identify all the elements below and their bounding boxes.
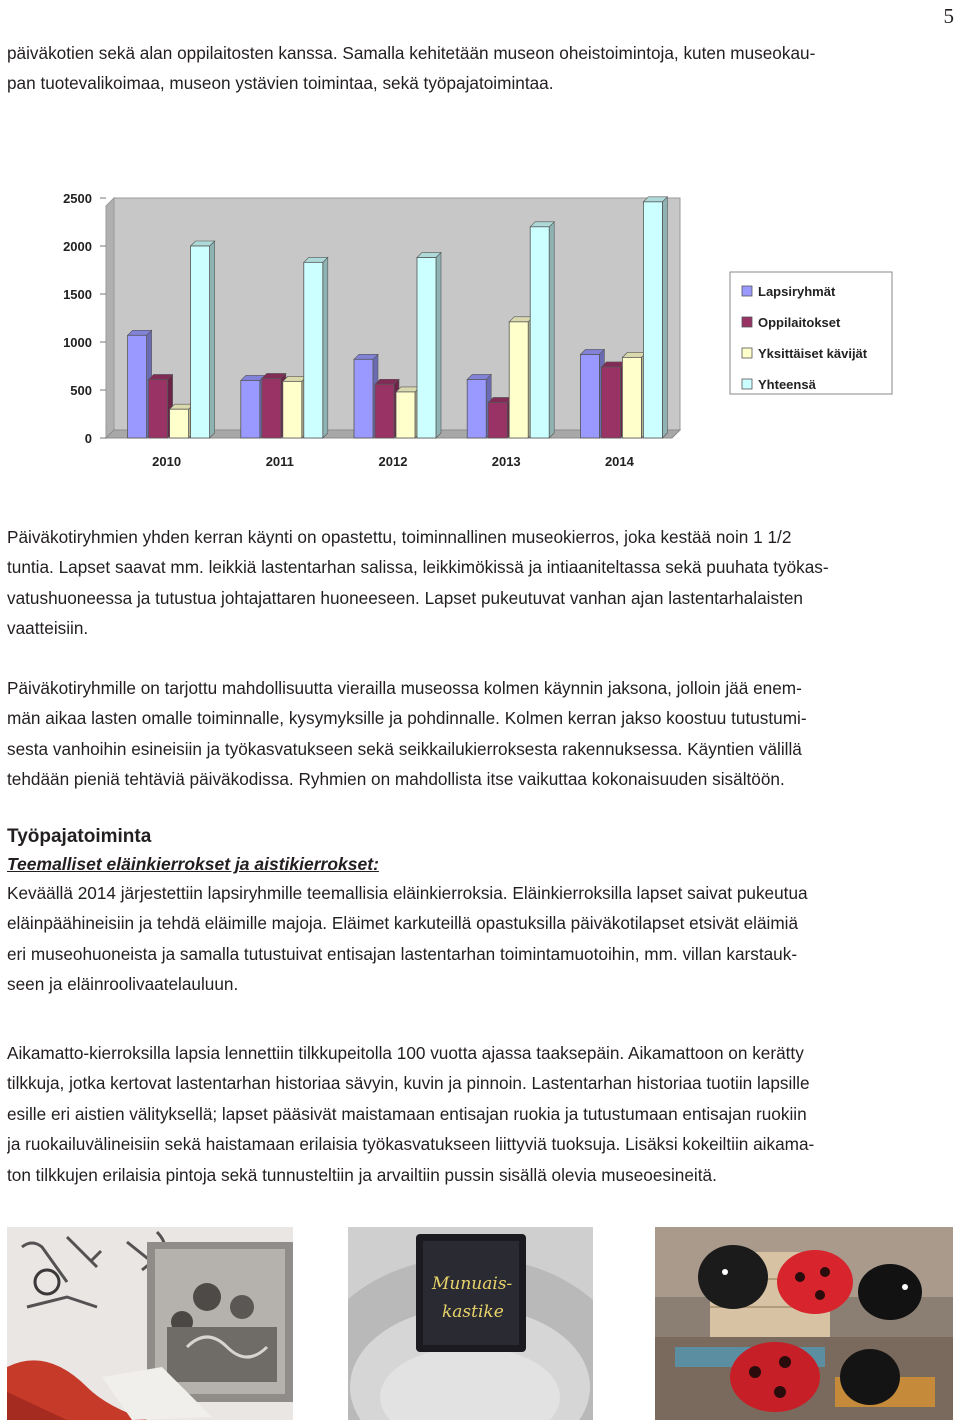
text-line: män aikaa lasten omalle toiminnalle, kysymyksille ja pohdinnalle. Kolmen kerran jakso koostuu tutustumi- [7,708,807,729]
section-heading: Työpajatoiminta [7,826,152,847]
bar-side [549,222,554,438]
x-tick-label: 2011 [265,454,294,469]
bar [580,354,599,438]
bar [354,359,373,438]
bar [128,335,147,438]
text-line: Aikamatto-kierroksilla lapsia lennettiin tilkkupeitolla 100 vuotta ajassa taaksepäin. Aikamattoon on kerätty [7,1043,804,1063]
legend-label: Yksittäiset kävijät [758,346,868,361]
legend-label: Yhteensä [758,377,816,392]
x-tick-label: 2010 [152,454,182,469]
x-tick-label: 2013 [491,454,521,469]
bar-side [662,197,667,438]
legend-swatch [742,286,752,296]
bar [622,357,641,438]
photo-ladybugs-image [655,1227,953,1420]
paragraph-time-carpet [7,1038,953,1190]
text-line: Päiväkotiryhmien yhden kerran käynti on opastettu, toiminnallinen museokierros, joka kestää noin 1 1/2 [7,527,792,547]
text-line: esille eri aistien välityksellä; lapset pääsivät maistamaan entisajan ruokia ja tutustumaan entisajan ruokiin [7,1103,807,1124]
bar [241,380,260,438]
text-line: sesta vanhoihin esineisiin ja työkasvatukseen sekä seikkailukierroksesta rakennuksessa. Käyntien välillä [7,738,802,759]
bar [488,402,507,438]
text-line: pan tuotevalikoimaa, museon ystävien toimintaa, sekä työpajatoimintaa. [7,73,554,93]
y-tick-label: 2500 [63,191,92,206]
legend-swatch [742,317,752,327]
legend-swatch [742,379,752,389]
text-line: ja ruokailuvälineisiin sekä haistamaan erilaisia työkasvatukseen liittyviä tuoksuja. Lisäksi kokeiltiin aikama- [7,1134,815,1155]
bar [396,392,415,438]
x-tick-label: 2012 [378,454,408,469]
bar [530,227,549,438]
text-line: seen ja eläinroolivaatelauluun. [7,974,239,995]
bar [191,246,210,438]
paragraph-three-visits [7,673,953,795]
y-tick-label: 2000 [63,239,92,254]
y-tick-label: 1000 [63,335,92,350]
photo-ladybugs [655,1227,953,1420]
bar-side [436,253,441,438]
bar-side [323,257,328,438]
bar [417,258,436,438]
text-line: tehdään pieniä tehtäviä päiväkodissa. Ryhmien on mahdollista itse vaikuttaa kokonaisuuden sisältöön. [7,769,785,790]
bar [304,262,323,438]
paragraph-visit [7,522,953,644]
text-line: tilkkuja, jotka kertovat lastentarhan historiaa sävyin, kuvin ja pinnoin. Lastentarhan historiaa tuotiin lapsille [7,1073,810,1094]
bar-side [210,241,215,438]
text-line: tuntia. Lapset saavat mm. leikkiä lastentarhan salissa, leikkimökissä ja intiaaniteltassa sekä puuhata työkas- [7,557,829,578]
bar-chart [40,188,900,478]
bar [509,322,528,438]
y-tick-label: 500 [70,383,92,398]
bar [283,381,302,438]
bar [601,367,620,438]
sign-text-line2: kastike [442,1302,504,1322]
text-line: Keväällä 2014 järjestettiin lapsiryhmille teemallisia eläinkierroksia. Eläinkierroksilla lapset saivat pukeutua [7,883,808,903]
legend-label: Oppilaitokset [758,315,841,330]
text-line: Päiväkotiryhmille on tarjottu mahdollisuutta vierailla museossa kolmen käynnin jaksona, jolloin jää enem- [7,678,802,698]
chart-side-wall [106,198,114,438]
text-line: vatushuoneessa ja tutustua johtajattaren huoneeseen. Lapset pukeutuvat vanhan ajan lastentarhalaisten [7,587,803,608]
intro-paragraph [7,38,953,98]
bar [643,202,662,438]
text-line: vaatteisiin. [7,618,89,639]
text-line: eri museohuoneista ja samalla tutustuivat entisajan lastentarhan toimintamuotoihin, mm. villan karstauk- [7,943,798,964]
legend-swatch [742,348,752,358]
photo-patchwork-utensils [7,1227,293,1420]
bar [467,379,486,438]
bar [375,384,394,438]
text-line: eläinpäähineisiin ja tehdä eläimille majoja. Eläimet karkuteillä opastuksilla päiväkotilapset etsivät eläimiä [7,913,799,934]
photo-bowl-sign [348,1227,593,1420]
paragraph-animal-tours [7,878,953,1000]
y-tick-label: 1500 [63,287,92,302]
y-tick-label: 0 [84,431,92,446]
x-tick-label: 2014 [604,454,634,469]
photo-patchwork-image [7,1227,293,1420]
visitor-chart [40,188,900,478]
section-subheading: Teemalliset eläinkierrokset ja aistikierrokset: [7,854,379,874]
sign-text-line1: Munuais- [432,1274,513,1294]
bar [170,409,189,438]
page-number: 5 [943,4,954,28]
bar [262,378,281,438]
text-line: ton tilkkujen erilaisia pintoja sekä tunnusteltiin ja arvailtiin pussin sisällä olevia museoesineitä. [7,1164,717,1185]
bar [149,379,168,438]
photo-bowl-image [348,1227,593,1420]
legend-label: Lapsiryhmät [758,284,836,299]
text-line: päiväkotien sekä alan oppilaitosten kanssa. Samalla kehitetään museon oheistoimintoja, kuten museokau- [7,43,816,63]
